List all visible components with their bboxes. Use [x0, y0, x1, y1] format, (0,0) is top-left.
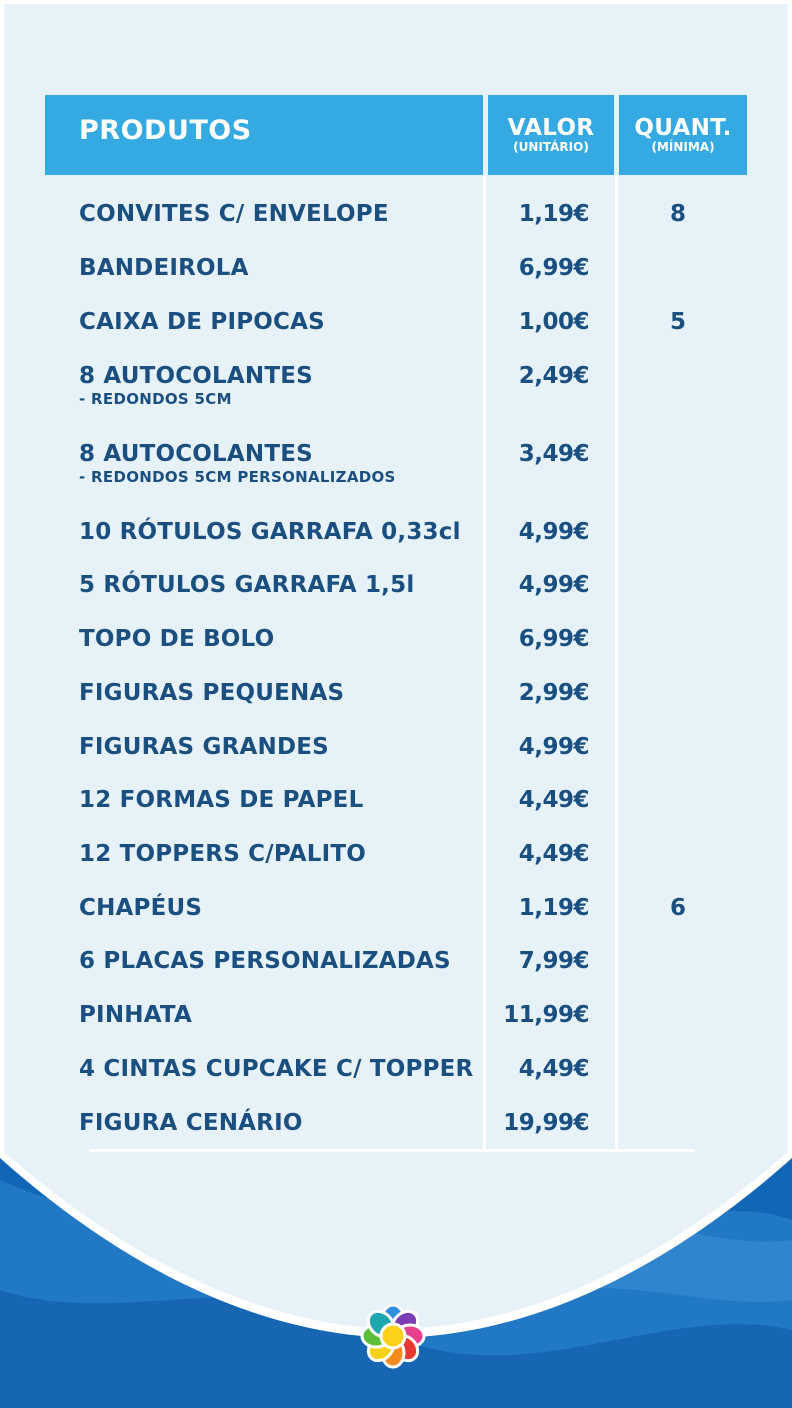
- header-valor: [488, 95, 614, 175]
- product-name: 5 RÓTULOS GARRAFA 1,5l: [79, 572, 415, 598]
- product-name: 10 RÓTULOS GARRAFA 0,33cl: [79, 519, 461, 545]
- product-price: 6,99€: [518, 255, 589, 281]
- product-price: 4,99€: [518, 519, 589, 545]
- product-price: 19,99€: [503, 1110, 589, 1136]
- product-price: 4,49€: [518, 1056, 589, 1082]
- header-produtos-label: PRODUTOS: [79, 115, 252, 146]
- product-price: 2,49€: [518, 363, 589, 389]
- product-name: 8 AUTOCOLANTES: [79, 363, 313, 389]
- product-price: 7,99€: [518, 948, 589, 974]
- product-name: FIGURAS PEQUENAS: [79, 680, 345, 706]
- product-name: 4 CINTAS CUPCAKE C/ TOPPER: [79, 1056, 474, 1082]
- product-price: 4,99€: [518, 734, 589, 760]
- header-produtos: [45, 95, 483, 175]
- header-valor-sublabel: (UNITÁRIO): [513, 140, 589, 154]
- column-divider-quant: [615, 175, 618, 1151]
- product-price: 4,99€: [518, 572, 589, 598]
- product-name: PINHATA: [79, 1002, 193, 1028]
- product-name: CAIXA DE PIPOCAS: [79, 309, 325, 335]
- product-price: 11,99€: [503, 1002, 589, 1028]
- product-min-qty: 5: [669, 309, 686, 335]
- product-name: 6 PLACAS PERSONALIZADAS: [79, 948, 451, 974]
- product-name: 12 TOPPERS C/PALITO: [79, 841, 367, 867]
- header-quant-label: QUANT.: [634, 115, 732, 141]
- product-price: 4,49€: [518, 841, 589, 867]
- header-valor-label: VALOR: [507, 115, 595, 141]
- product-name: CONVITES C/ ENVELOPE: [79, 201, 389, 227]
- product-price: 4,49€: [518, 787, 589, 813]
- header-quant: [619, 95, 747, 175]
- product-name: 12 FORMAS DE PAPEL: [79, 787, 364, 813]
- product-min-qty: 8: [669, 201, 686, 227]
- product-price: 1,00€: [518, 309, 589, 335]
- product-detail: - REDONDOS 5CM PERSONALIZADOS: [79, 468, 396, 486]
- product-name: CHAPÉUS: [79, 895, 203, 921]
- product-name: TOPO DE BOLO: [79, 626, 275, 652]
- product-price: 1,19€: [518, 201, 589, 227]
- product-name: FIGURAS GRANDES: [79, 734, 329, 760]
- column-divider-valor: [483, 175, 486, 1151]
- flower-logo-icon: [358, 1301, 428, 1371]
- product-min-qty: 6: [669, 895, 686, 921]
- product-price: 3,49€: [518, 441, 589, 467]
- product-name: 8 AUTOCOLANTES: [79, 441, 313, 467]
- product-detail: - REDONDOS 5CM: [79, 390, 232, 408]
- header-quant-sublabel: (MÍNIMA): [651, 140, 715, 154]
- product-price: 2,99€: [518, 680, 589, 706]
- product-price: 6,99€: [518, 626, 589, 652]
- product-name: BANDEIROLA: [79, 255, 249, 281]
- table-bottom-line: [90, 1149, 695, 1152]
- product-name: FIGURA CENÁRIO: [79, 1110, 303, 1136]
- product-price: 1,19€: [518, 895, 589, 921]
